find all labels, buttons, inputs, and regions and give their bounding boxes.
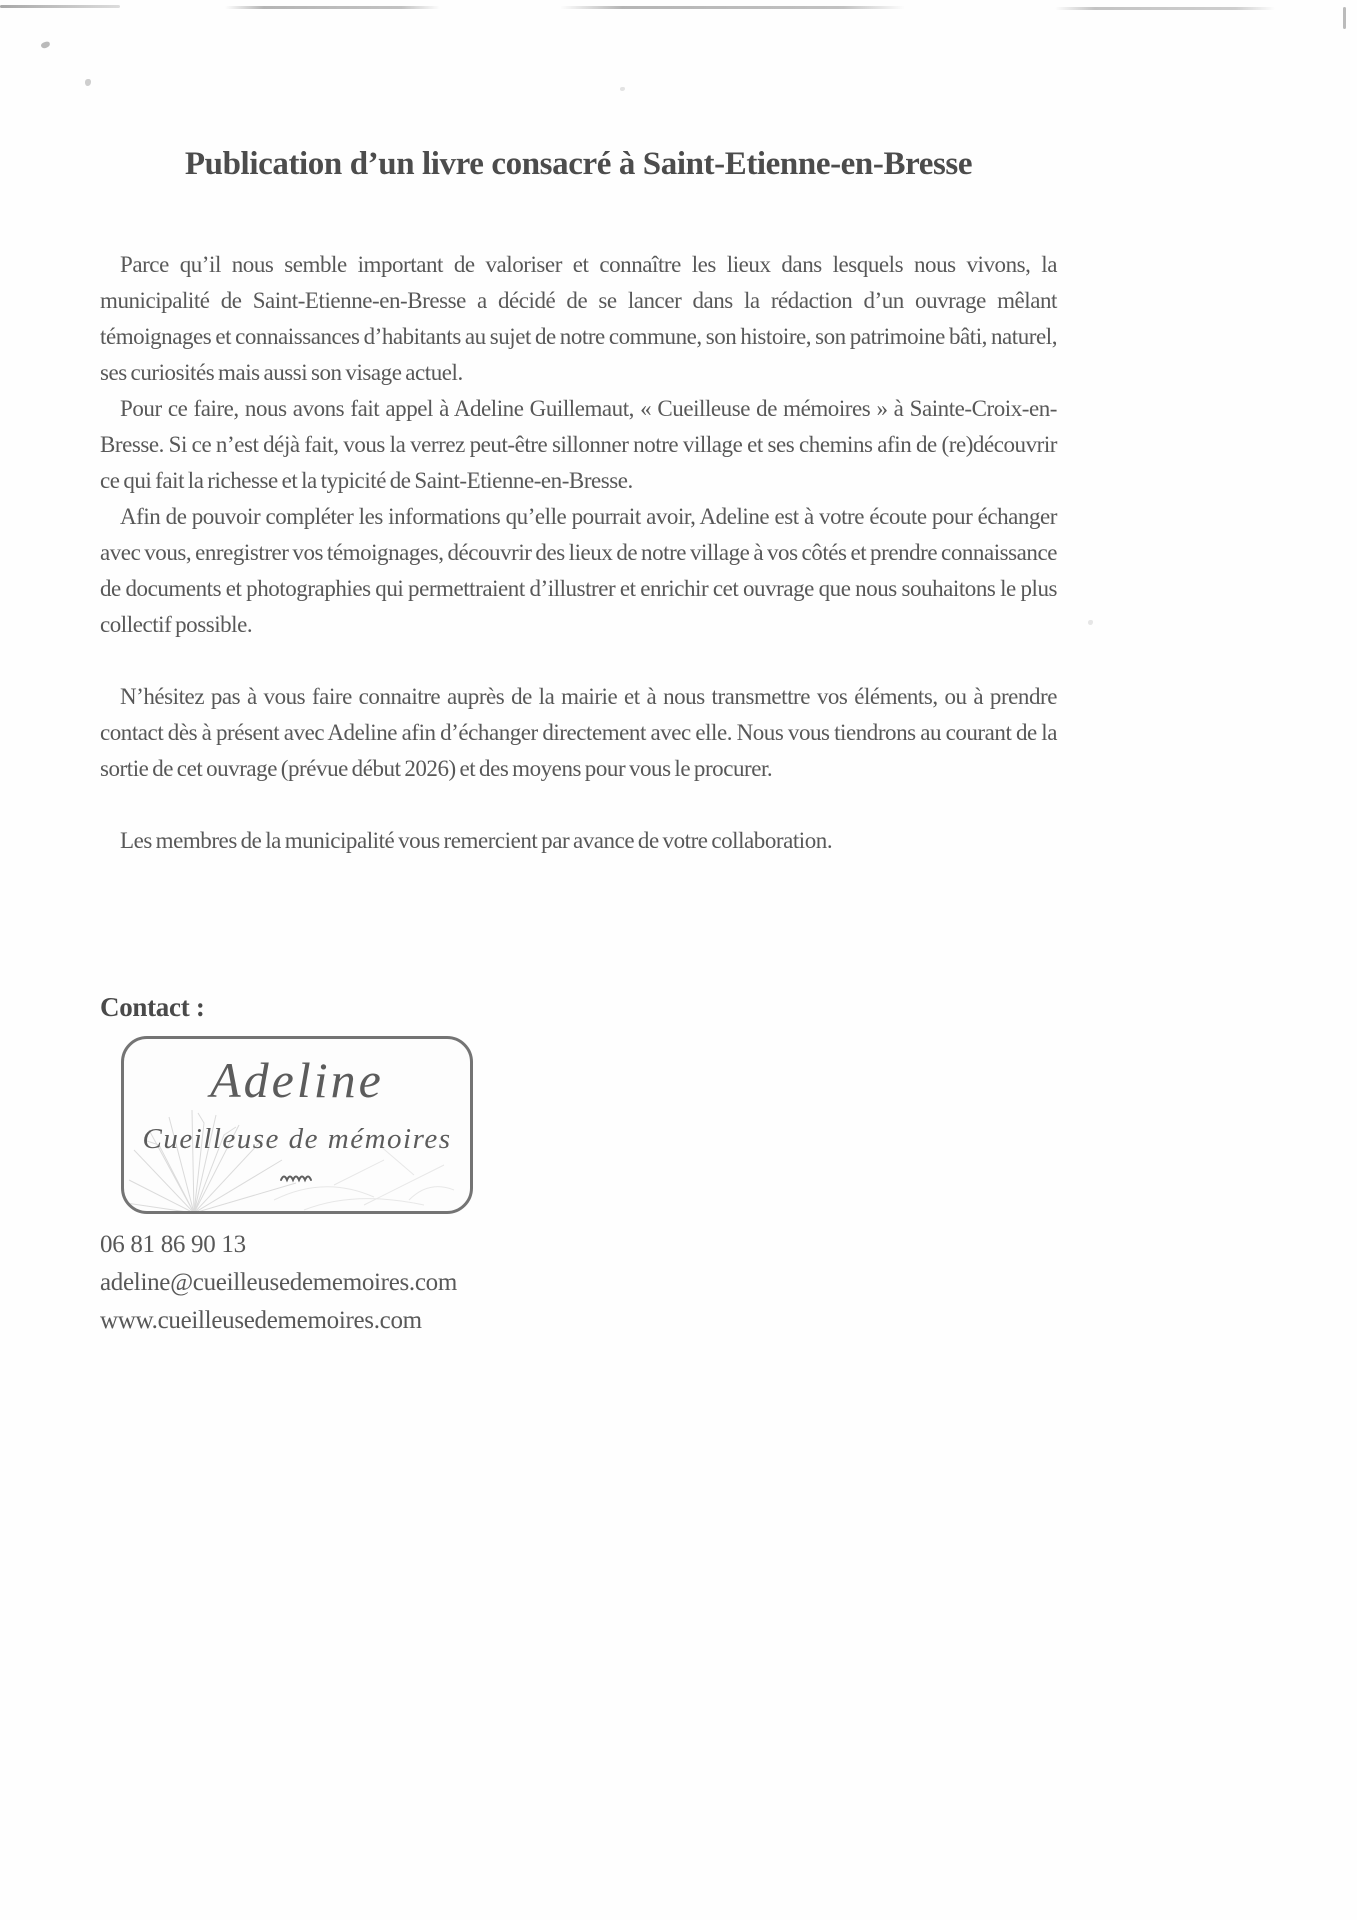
scan-smudge [225, 6, 440, 9]
contact-details [100, 1226, 457, 1340]
scan-corner-mark [1343, 7, 1346, 29]
scan-smudge [560, 6, 905, 9]
scan-speck [1088, 620, 1093, 625]
scan-smudge [1055, 7, 1275, 10]
logo-name: Adeline [210, 1052, 384, 1108]
paragraph-appel: N’hésitez pas à vous faire connaitre auprès de la mairie et à nous transmettre vos éléments, ou à prendre contact dès à présent avec Adeline afin d’échanger directement avec elle. Nous vous tiendrons au courant de la sortie de cet ouvrage (prévue début 2026) et des moyens pour vous le procurer. [100, 684, 1057, 781]
contact-email: adeline@cueilleusedememoires.com [100, 1269, 458, 1296]
scan-speck [40, 41, 50, 49]
contact-phone: 06 81 86 90 13 [100, 1231, 246, 1258]
paragraph-remerciement: Les membres de la municipalité vous remercient par avance de votre collaboration. [120, 828, 833, 853]
cueilleuse-de-memoires-logo [121, 1036, 473, 1214]
contact-website: www.cueilleusedememoires.com [100, 1307, 422, 1334]
page-title: Publication d’un livre consacré à Saint-Etienne-en-Bresse [184, 146, 973, 182]
paragraph-collecte: Afin de pouvoir compléter les informations qu’elle pourrait avoir, Adeline est à votre écoute pour échanger avec vous, enregistrer vos témoignages, découvrir des lieux de notre village à vos côtés et prendre connaissance de documents et photographies qui permettraient d’illustrer et enrichir cet ouvrage que nous souhaitons le plus collectif possible. [100, 504, 1057, 637]
squiggle-icon [279, 1171, 315, 1183]
contact-label: Contact : [100, 992, 205, 1022]
logo-tagline: Cueilleuse de mémoires [142, 1123, 452, 1155]
scan-speck [620, 87, 625, 91]
paragraph-adeline: Pour ce faire, nous avons fait appel à Adeline Guillemaut, « Cueilleuse de mémoires » à Sainte-Croix-en-Bresse. Si ce n’est déjà fait, vous la verrez peut-être sillonner notre village et ses chemins afin de (re)découvrir ce qui fait la richesse et la typicité de Saint-Etienne-en-Bresse. [100, 396, 1057, 493]
body-text [100, 247, 1057, 859]
paragraph-intro: Parce qu’il nous semble important de valoriser et connaître les lieux dans lesquels nous vivons, la municipalité de Saint-Etienne-en-Bresse a décidé de se lancer dans la rédaction d’un ouvrage mêlant témoignages et connaissances d’habitants au sujet de notre commune, son histoire, son patrimoine bâti, naturel, ses curiosités mais aussi son visage actuel. [100, 252, 1057, 385]
dandelion-sketch-icon [124, 1105, 464, 1214]
scan-smudge [0, 5, 120, 8]
scan-speck [85, 79, 91, 86]
